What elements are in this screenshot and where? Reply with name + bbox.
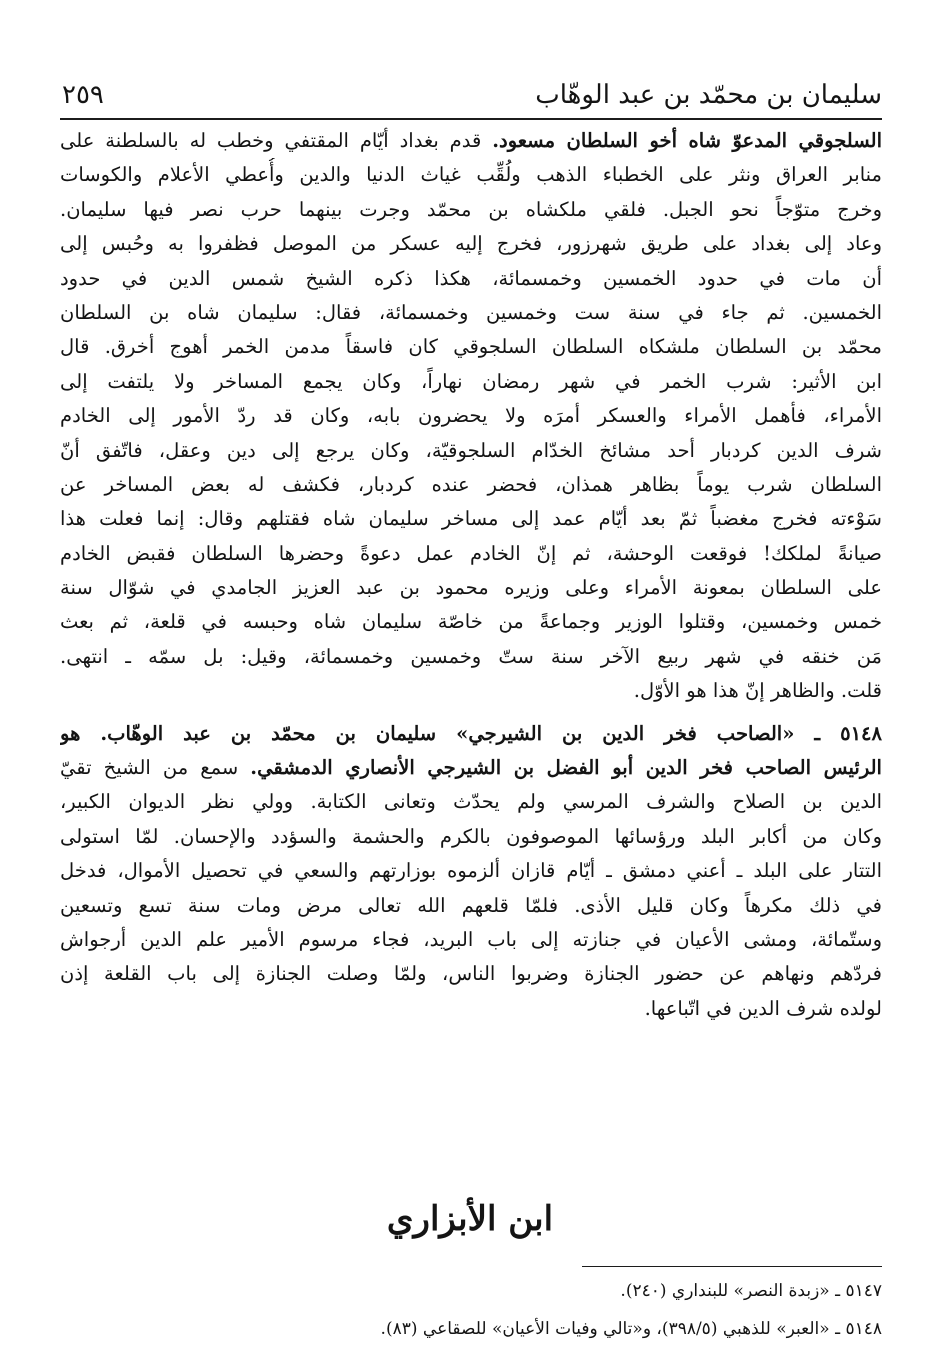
text-line <box>60 296 882 330</box>
text-run: سَوْءته فخرج مغضباً ثمّ بعد أيّام عمد إلى مساخر سليمان شاه فقتلهم وقال: إنما فعلت هذا <box>60 507 882 531</box>
text-line <box>60 751 882 785</box>
text-line <box>60 124 882 158</box>
text-line <box>60 785 882 819</box>
bold-run: الرئيس الصاحب فخر الدين أبو الفضل بن الشيرجي الأنصاري الدمشقي. <box>250 756 882 780</box>
text-line <box>60 330 882 364</box>
text-run: الدين بن الصلاح والشرف المرسي ولم يحدّث وتعانى الكتابة. وولي نظر الديوان الكبير، <box>60 790 882 814</box>
footnote-5147: ٥١٤٧ ـ «زبدة النصر» للبنداري (٢٤٠). <box>620 1281 882 1301</box>
text-run: محمّد بن السلطان ملشكاه السلطان السلجوقي كان فاسقاً مدمن الخمر أهوج أخرق. قال <box>60 335 882 359</box>
section-heading: ابن الأبزاري <box>386 1199 554 1239</box>
entry-gap <box>60 709 882 717</box>
text-run: التتار على البلد ـ أعني دمشق ـ أيّام قازان ألزموه بوزارتهم والسعي في تحصيل الأموال، فدخل <box>60 859 882 883</box>
text-line <box>60 992 882 1026</box>
text-line <box>60 365 882 399</box>
text-line <box>60 889 882 923</box>
text-line <box>60 399 882 433</box>
text-line <box>60 227 882 261</box>
text-run: شرف الدين كردبار أحد مشائخ الخدّام السلجوقيّة، وكان يرجع إلى دين وعقل، فاتّفق أنّ <box>60 438 882 462</box>
running-header <box>62 62 882 112</box>
header-rule <box>60 118 882 120</box>
text-run: سمع من الشيخ تقيّ <box>60 756 251 780</box>
text-line <box>60 854 882 888</box>
text-run: مَن خنقه في شهر ربيع الآخر سنة ستّ وخمسين وخمسمائة، وقيل: بل سمّه ـ انتهى. <box>60 644 882 668</box>
text-line <box>60 923 882 957</box>
text-run: خمس وخمسين، وقتلوا الوزير وجماعةً من خاصّة سليمان شاه وحبسه في قلعة، ثم بعث <box>60 610 882 634</box>
text-run: صيانةً لملكك! فوقعت الوحشة، ثم إنّ الخادم عمل دعوةً وحضرها السلطان فقبض الخادم <box>60 541 882 565</box>
text-line <box>60 717 882 751</box>
text-line <box>60 434 882 468</box>
text-run: في ذلك مكرهاً وكان قليل الأذى. فلمّا قلعهم الله تعالى مرض ومات سنة تسع وتسعين <box>60 893 882 917</box>
text-run: قدم بغداد أيّام المقتفي وخطب له بالسلطنة على <box>60 129 493 152</box>
text-line <box>60 571 882 605</box>
text-run: وستّمائة، ومشى الأعيان في جنازته إلى باب البريد، فجاء مرسوم الأمير علم الدين أرجواش <box>60 927 882 951</box>
text-run: الخمسين. ثم جاء في سنة ست وخمسين وخمسمائة، فقال: سليمان شاه بن السلطان <box>60 300 882 324</box>
text-line <box>60 820 882 854</box>
text-run: على السلطان بمعونة الأمراء وعلى وزيره محمود بن عبد العزيز الجامدي في شوّال سنة <box>60 576 882 600</box>
text-run: فردّهم ونهاهم عن حضور الجنازة وضربوا الناس، ولمّا وصلت الجنازة إلى باب القلعة إذن <box>60 962 882 986</box>
text-run: قلت. والظاهر إنّ هذا هو الأوّل. <box>633 679 882 703</box>
footnotes <box>60 1272 882 1348</box>
text-run: أن مات في حدود الخمسين وخمسمائة، هكذا ذكره الشيخ شمس الدين في حدود <box>60 266 882 290</box>
text-line <box>60 674 882 708</box>
body-text <box>60 124 882 1026</box>
text-line <box>60 262 882 296</box>
text-run: الأمراء، فأهمل الأمراء والعسكر أمرَه ولا يحضرون بابه، وكان قد ردّ الأمور إلى الخادم <box>60 404 882 428</box>
entry-5148 <box>60 717 882 1027</box>
footnote-5148: ٥١٤٨ ـ «العبر» للذهبي (٣٩٨/٥)، و«تالي وفيات الأعيان» للصقاعي (٨٣). <box>380 1319 882 1339</box>
entry-5147 <box>60 124 882 709</box>
text-line <box>60 605 882 639</box>
text-line <box>60 193 882 227</box>
text-run: وكان من أكابر البلد ورؤسائها الموصوفون بالكرم والحشمة والسؤدد والإحسان. لمّا استولى <box>60 824 882 848</box>
text-run: ابن الأثير: شرب الخمر في شهر رمضان نهاراً، وكان يجمع المساخر ولا يلتفت إلى <box>60 369 882 393</box>
text-line <box>60 537 882 571</box>
text-run: وعاد إلى بغداد على طريق شهرزور، فخرج إليه عسكر من الموصل فظفروا به وحُبس إلى <box>60 232 882 256</box>
text-line <box>60 158 882 192</box>
text-line <box>60 468 882 502</box>
bold-run: ٥١٤٨ ـ «الصاحب فخر الدين بن الشيرجي» سليمان بن محمّد بن عبد الوهّاب. هو <box>60 721 882 745</box>
text-line <box>60 502 882 536</box>
text-line <box>60 640 882 674</box>
bold-run: السلجوقي المدعوّ شاه أخو السلطان مسعود. <box>492 129 882 152</box>
text-run: لولده شرف الدين في اتّباعها. <box>644 996 882 1020</box>
text-run: السلطان شرب يوماً بظاهر همذان، فحضر عنده كردبار، فكشف له بعض المساخر عن <box>60 472 882 496</box>
text-line <box>60 957 882 991</box>
running-header-title: سليمان بن محمّد بن عبد الوهّاب <box>535 80 882 110</box>
page-number: ٢٥٩ <box>62 80 104 110</box>
text-run: منابر العراق ونثر على الخطباء الذهب ولُقِّب غياث الدنيا والدين وأُعطي الأعلام والكوسات <box>60 163 882 187</box>
text-run: وخرج متوّجاً نحو الجبل. فلقي ملكشاه بن محمّد وجرت بينهما حرب نصر فيها سليمان. <box>60 197 882 221</box>
footnote-rule <box>582 1266 882 1267</box>
